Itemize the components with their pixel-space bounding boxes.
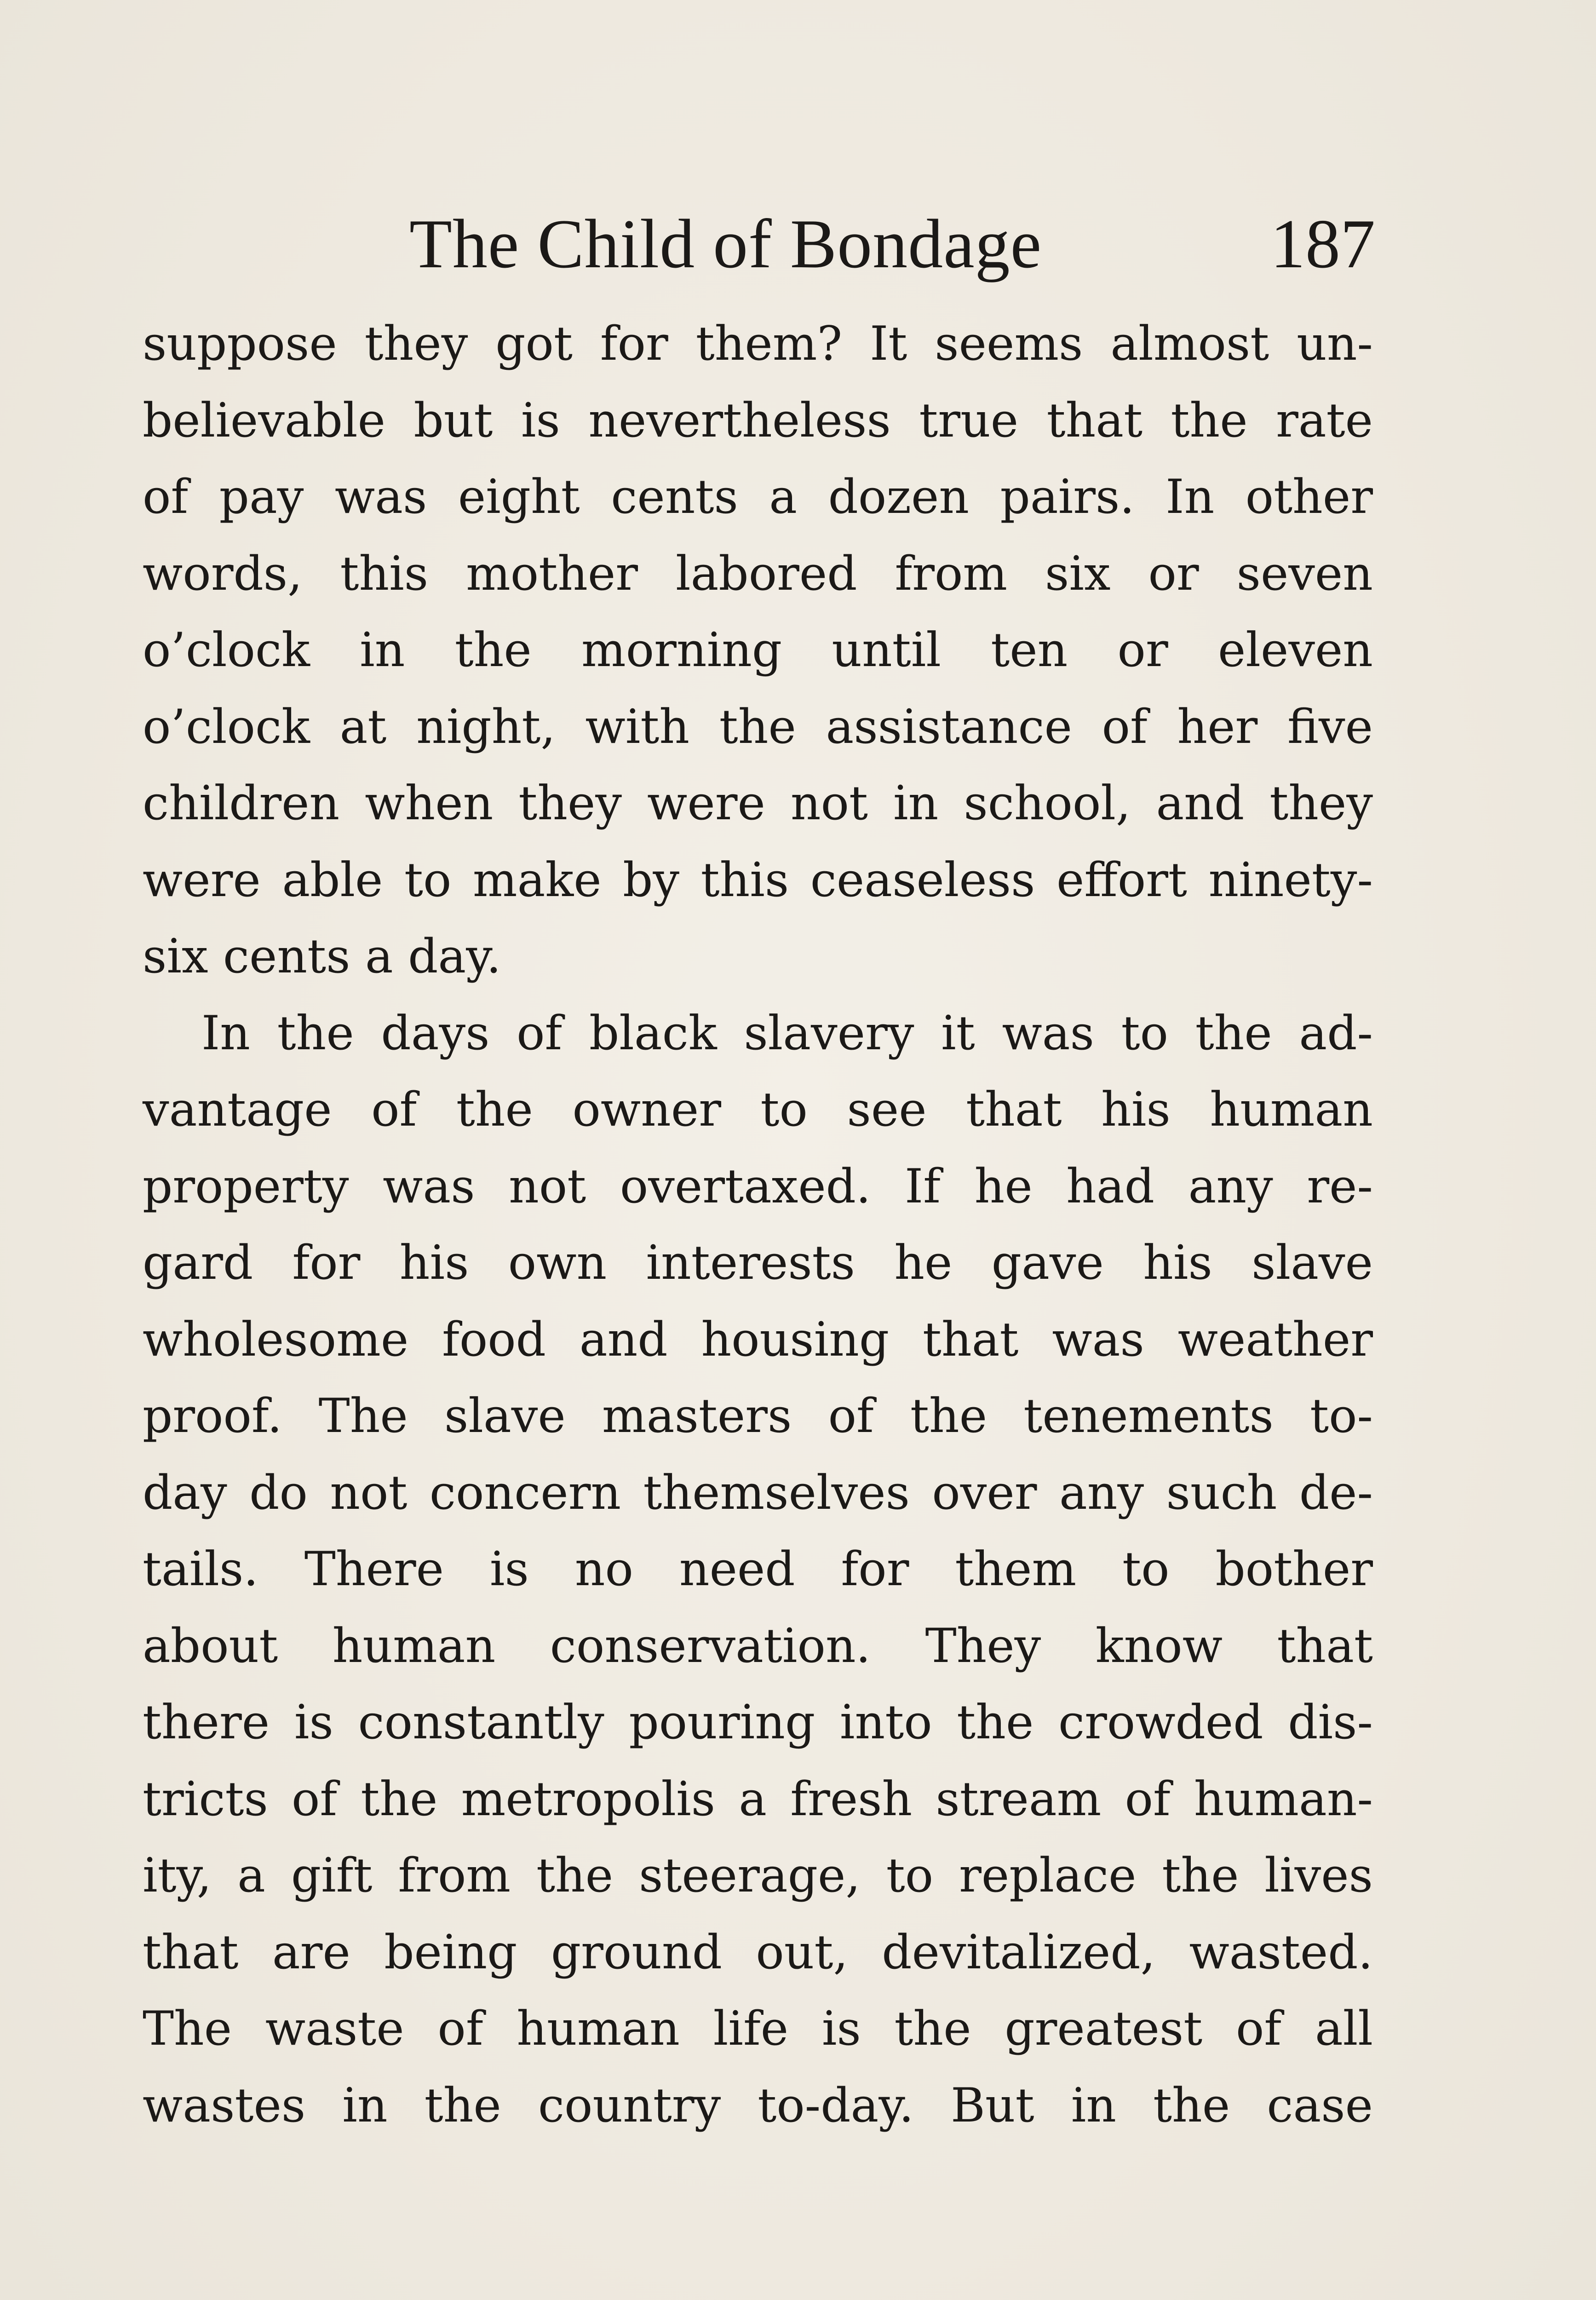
- text-line: wholesome food and housing that was weather: [143, 1312, 1373, 1367]
- text-line: of pay was eight cents a dozen pairs. In other: [143, 470, 1373, 524]
- text-line: believable but is nevertheless true that the rate: [143, 393, 1373, 448]
- text-line: suppose they got for them? It seems almost un-: [143, 316, 1373, 371]
- text-line: o’clock in the morning until ten or eleven: [143, 623, 1373, 678]
- text-line: children when they were not in school, and they: [143, 776, 1373, 831]
- running-head: [409, 198, 1375, 290]
- text-line: there is constantly pouring into the crowded dis-: [143, 1695, 1373, 1750]
- text-line: proof. The slave masters of the tenements to-: [143, 1389, 1373, 1443]
- text-line: were able to make by this ceaseless effort ninety-: [143, 852, 1373, 908]
- text-line: The waste of human life is the greatest of all: [143, 2001, 1373, 2056]
- text-line: six cents a day.: [143, 929, 501, 984]
- page-number: 187: [1270, 205, 1375, 282]
- text-line: tails. There is no need for them to bother: [143, 1542, 1373, 1597]
- text-line: ity, a gift from the steerage, to replace the lives: [143, 1848, 1373, 1903]
- text-line: o’clock at night, with the assistance of her five: [143, 699, 1373, 754]
- text-line: In the days of black slavery it was to the ad-: [201, 1006, 1373, 1061]
- text-line: tricts of the metropolis a fresh stream of human-: [143, 1771, 1373, 1827]
- text-line: vantage of the owner to see that his human: [143, 1082, 1373, 1137]
- text-line: day do not concern themselves over any such de-: [143, 1465, 1373, 1520]
- text-line: gard for his own interests he gave his slave: [143, 1236, 1373, 1290]
- running-head-title: The Child of Bondage: [409, 205, 1042, 282]
- text-line: that are being ground out, devitalized, wasted.: [143, 1925, 1373, 1980]
- text-line: about human conservation. They know that: [143, 1618, 1373, 1673]
- text-line: words, this mother labored from six or seven: [143, 546, 1373, 601]
- text-line: property was not overtaxed. If he had any re-: [143, 1159, 1373, 1214]
- text-line: wastes in the country to-day. But in the case: [143, 2078, 1373, 2133]
- body-text: [143, 306, 1373, 2144]
